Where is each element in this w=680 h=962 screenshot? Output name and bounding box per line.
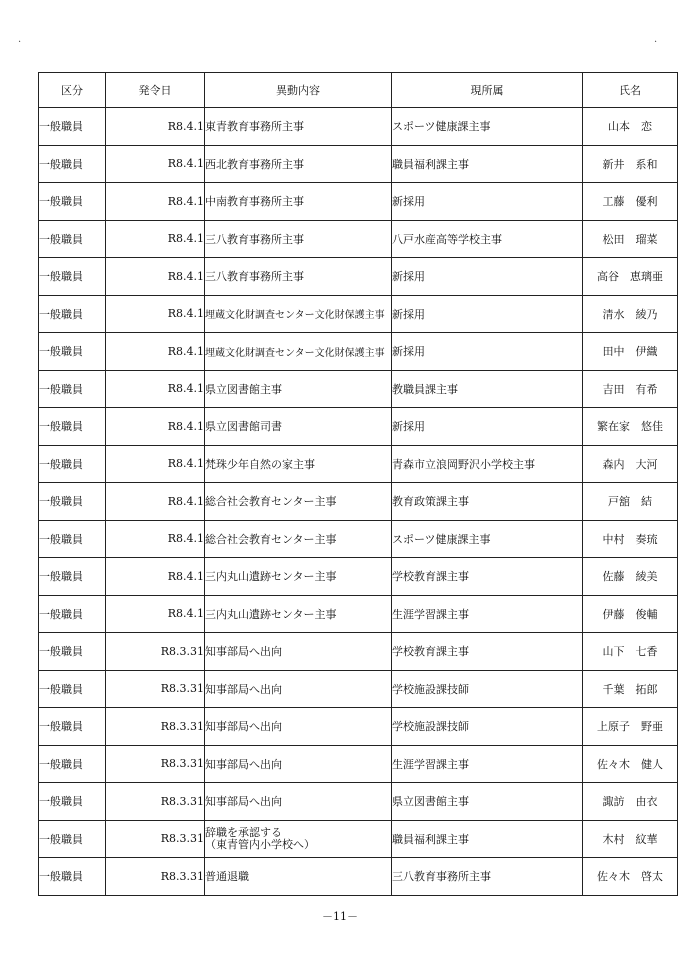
table-row <box>39 108 678 146</box>
cell-current: 学校教育課主事 <box>392 558 583 596</box>
cell-current: 学校施設課技師 <box>392 670 583 708</box>
cell-detail: 三八教育事務所主事 <box>205 220 392 258</box>
cell-kubun: 一般職員 <box>39 108 106 146</box>
table-row <box>39 258 678 296</box>
table-row <box>39 670 678 708</box>
cell-detail: 県立図書館主事 <box>205 370 392 408</box>
cell-date: R8.4.1 <box>106 595 205 633</box>
cell-kubun: 一般職員 <box>39 183 106 221</box>
detail-line-1: 辞職を承認する <box>205 825 282 839</box>
table-row <box>39 633 678 671</box>
cell-detail: 知事部局へ出向 <box>205 783 392 821</box>
cell-current: 教職員課主事 <box>392 370 583 408</box>
header-date: 発令日 <box>106 73 205 108</box>
cell-current: スポーツ健康課主事 <box>392 108 583 146</box>
cell-current: スポーツ健康課主事 <box>392 520 583 558</box>
cell-detail: 三八教育事務所主事 <box>205 258 392 296</box>
table-row <box>39 220 678 258</box>
cell-current: 県立図書館主事 <box>392 783 583 821</box>
cell-detail: 西北教育事務所主事 <box>205 145 392 183</box>
table-row <box>39 558 678 596</box>
table-row <box>39 333 678 371</box>
cell-kubun: 一般職員 <box>39 408 106 446</box>
cell-detail: 中南教育事務所主事 <box>205 183 392 221</box>
cell-date: R8.4.1 <box>106 370 205 408</box>
table-row <box>39 745 678 783</box>
table-row <box>39 183 678 221</box>
cell-name: 高谷 恵璃亜 <box>583 258 678 296</box>
detail-line-2: （東青管内小学校へ） <box>205 837 315 851</box>
cell-date: R8.3.31 <box>106 820 205 858</box>
scan-mark: · <box>654 37 658 48</box>
table-row <box>39 445 678 483</box>
cell-date: R8.3.31 <box>106 745 205 783</box>
cell-current: 新採用 <box>392 333 583 371</box>
cell-current: 新採用 <box>392 408 583 446</box>
cell-date: R8.4.1 <box>106 408 205 446</box>
cell-date: R8.4.1 <box>106 295 205 333</box>
cell-date: R8.3.31 <box>106 783 205 821</box>
cell-kubun: 一般職員 <box>39 745 106 783</box>
cell-current: 学校施設課技師 <box>392 708 583 746</box>
cell-kubun: 一般職員 <box>39 558 106 596</box>
cell-kubun: 一般職員 <box>39 595 106 633</box>
cell-detail: 三内丸山遺跡センター主事 <box>205 558 392 596</box>
cell-date: R8.3.31 <box>106 708 205 746</box>
cell-name: 佐藤 綾美 <box>583 558 678 596</box>
cell-name: 工藤 優利 <box>583 183 678 221</box>
cell-name: 上原子 野亜 <box>583 708 678 746</box>
cell-name: 佐々木 健人 <box>583 745 678 783</box>
table-header-row <box>39 73 678 108</box>
cell-detail: 埋蔵文化財調査センター文化財保護主事 <box>205 333 392 371</box>
cell-kubun: 一般職員 <box>39 783 106 821</box>
cell-detail: 埋蔵文化財調査センター文化財保護主事 <box>205 295 392 333</box>
page-number: －11－ <box>322 910 358 923</box>
cell-current: 教育政策課主事 <box>392 483 583 521</box>
cell-name: 中村 奏琉 <box>583 520 678 558</box>
cell-current: 新採用 <box>392 258 583 296</box>
cell-name: 山下 七香 <box>583 633 678 671</box>
cell-kubun: 一般職員 <box>39 220 106 258</box>
cell-kubun: 一般職員 <box>39 370 106 408</box>
cell-date: R8.4.1 <box>106 220 205 258</box>
cell-kubun: 一般職員 <box>39 520 106 558</box>
cell-name: 繁在家 悠佳 <box>583 408 678 446</box>
cell-detail: 知事部局へ出向 <box>205 670 392 708</box>
table-row <box>39 783 678 821</box>
cell-name: 吉田 有希 <box>583 370 678 408</box>
header-current: 現所属 <box>392 73 583 108</box>
cell-current: 新採用 <box>392 183 583 221</box>
table-row <box>39 295 678 333</box>
cell-kubun: 一般職員 <box>39 258 106 296</box>
cell-current: 生涯学習課主事 <box>392 745 583 783</box>
cell-date: R8.3.31 <box>106 858 205 896</box>
cell-name: 木村 紋華 <box>583 820 678 858</box>
cell-kubun: 一般職員 <box>39 445 106 483</box>
cell-date: R8.4.1 <box>106 108 205 146</box>
table-row <box>39 708 678 746</box>
cell-name: 田中 伊織 <box>583 333 678 371</box>
cell-detail: 知事部局へ出向 <box>205 708 392 746</box>
cell-date: R8.4.1 <box>106 145 205 183</box>
table-row <box>39 595 678 633</box>
cell-date: R8.4.1 <box>106 333 205 371</box>
cell-date: R8.4.1 <box>106 445 205 483</box>
header-name: 氏名 <box>583 73 678 108</box>
table-row <box>39 520 678 558</box>
cell-detail: 知事部局へ出向 <box>205 745 392 783</box>
cell-kubun: 一般職員 <box>39 483 106 521</box>
cell-date: R8.4.1 <box>106 520 205 558</box>
cell-date: R8.4.1 <box>106 258 205 296</box>
cell-kubun: 一般職員 <box>39 820 106 858</box>
cell-detail: 梵珠少年自然の家主事 <box>205 445 392 483</box>
cell-current: 青森市立浪岡野沢小学校主事 <box>392 445 583 483</box>
cell-name: 戸舘 結 <box>583 483 678 521</box>
cell-detail: 三内丸山遺跡センター主事 <box>205 595 392 633</box>
table-row <box>39 408 678 446</box>
personnel-table <box>38 72 678 896</box>
cell-detail: 総合社会教育センター主事 <box>205 483 392 521</box>
cell-current: 学校教育課主事 <box>392 633 583 671</box>
cell-kubun: 一般職員 <box>39 333 106 371</box>
cell-kubun: 一般職員 <box>39 670 106 708</box>
table-row <box>39 483 678 521</box>
cell-current: 生涯学習課主事 <box>392 595 583 633</box>
cell-detail: 県立図書館司書 <box>205 408 392 446</box>
table-row <box>39 858 678 896</box>
cell-current: 三八教育事務所主事 <box>392 858 583 896</box>
table-row <box>39 145 678 183</box>
cell-detail: 普通退職 <box>205 858 392 896</box>
cell-name: 千葉 拓郎 <box>583 670 678 708</box>
cell-detail: 総合社会教育センター主事 <box>205 520 392 558</box>
cell-name: 伊藤 俊輔 <box>583 595 678 633</box>
cell-kubun: 一般職員 <box>39 145 106 183</box>
cell-name: 清水 綾乃 <box>583 295 678 333</box>
cell-name: 松田 瑠菜 <box>583 220 678 258</box>
cell-name: 山本 恋 <box>583 108 678 146</box>
table-row <box>39 370 678 408</box>
cell-date: R8.4.1 <box>106 558 205 596</box>
cell-date: R8.4.1 <box>106 483 205 521</box>
cell-current: 新採用 <box>392 295 583 333</box>
cell-date: R8.3.31 <box>106 633 205 671</box>
cell-date: R8.4.1 <box>106 183 205 221</box>
cell-name: 新井 系和 <box>583 145 678 183</box>
scan-mark: · <box>18 37 22 48</box>
cell-detail: 東青教育事務所主事 <box>205 108 392 146</box>
header-detail: 異動内容 <box>205 73 392 108</box>
cell-kubun: 一般職員 <box>39 858 106 896</box>
cell-date: R8.3.31 <box>106 670 205 708</box>
cell-current: 職員福利課主事 <box>392 820 583 858</box>
cell-detail <box>205 820 392 858</box>
cell-name: 諏訪 由衣 <box>583 783 678 821</box>
cell-kubun: 一般職員 <box>39 708 106 746</box>
cell-current: 職員福利課主事 <box>392 145 583 183</box>
table-row <box>39 820 678 858</box>
cell-name: 佐々木 啓太 <box>583 858 678 896</box>
header-kubun: 区分 <box>39 73 106 108</box>
cell-current: 八戸水産高等学校主事 <box>392 220 583 258</box>
cell-kubun: 一般職員 <box>39 295 106 333</box>
cell-kubun: 一般職員 <box>39 633 106 671</box>
cell-name: 森内 大河 <box>583 445 678 483</box>
cell-detail: 知事部局へ出向 <box>205 633 392 671</box>
